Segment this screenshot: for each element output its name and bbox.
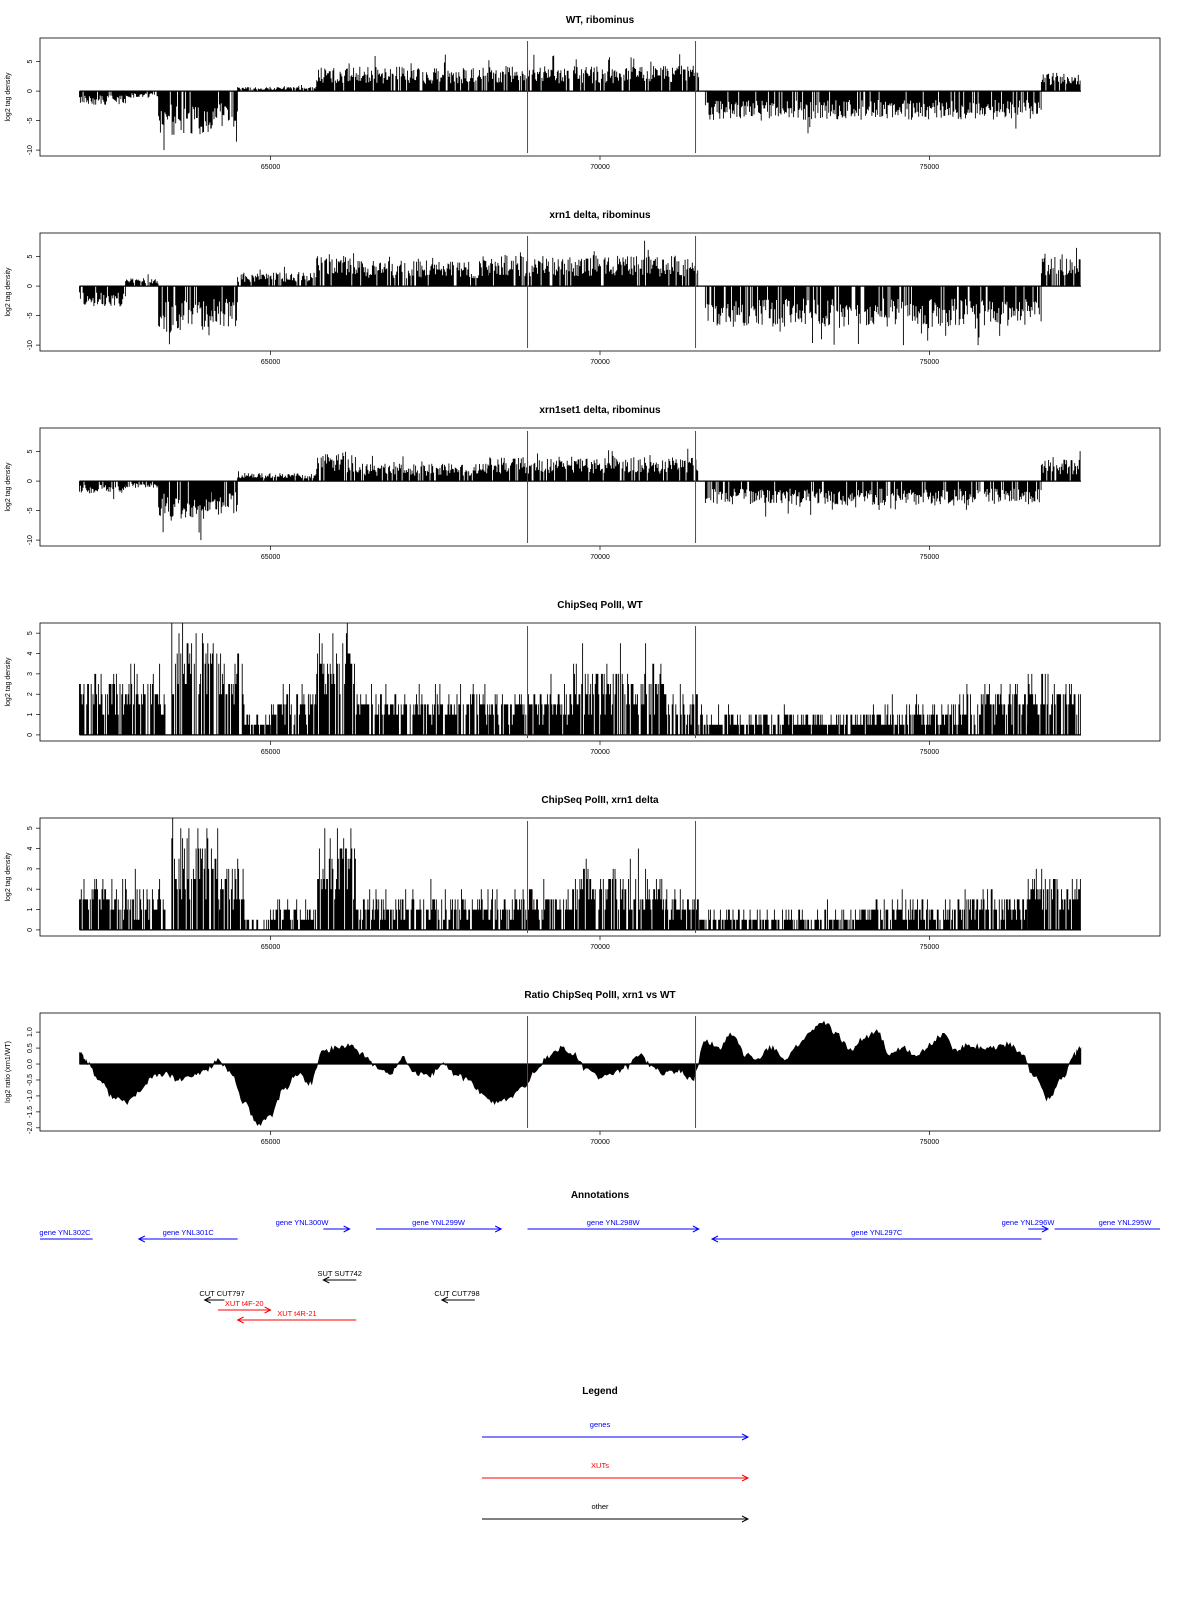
legend-item-other: [482, 1502, 748, 1522]
y-tick-label: 3: [27, 866, 34, 871]
y-axis-label: log2 tag density: [5, 657, 12, 707]
x-tick-label: 75000: [919, 359, 940, 366]
x-tick-label: 70000: [590, 164, 610, 171]
feature-gene: [139, 1228, 238, 1242]
feature-gene: [1002, 1218, 1056, 1232]
legend-item-gene: [482, 1420, 748, 1440]
x-tick-label: 65000: [260, 554, 281, 561]
x-tick-label: 75000: [919, 164, 940, 171]
y-tick-label: 5: [27, 826, 34, 831]
x-tick-label: 65000: [260, 359, 281, 366]
y-tick-label: -10: [27, 535, 34, 546]
y-tick-label: 0: [27, 927, 34, 932]
feature-label: gene YNL297C: [851, 1228, 903, 1237]
y-tick-label: 3: [27, 671, 34, 676]
chart-panel-2: [5, 210, 1160, 366]
chart-panel-6: [5, 990, 1160, 1146]
y-axis-label: log2 tag density: [5, 72, 12, 122]
y-tick-label: -5: [27, 312, 34, 319]
y-tick-label: 5: [27, 254, 34, 259]
y-tick-label: 1.0: [27, 1027, 34, 1038]
ratio-area: [80, 1021, 1081, 1125]
y-axis-label: log2 tag density: [5, 852, 12, 902]
feature-gene: [39, 1228, 92, 1239]
y-tick-label: 0: [27, 89, 34, 94]
feature-label: gene YNL301C: [162, 1228, 214, 1237]
x-tick-label: 75000: [919, 554, 940, 561]
y-tick-label: 5: [27, 59, 34, 64]
chart-panel-4: [5, 600, 1160, 756]
feature-gene: [712, 1228, 1041, 1242]
x-tick-label: 65000: [260, 164, 281, 171]
y-tick-label: 5: [27, 449, 34, 454]
feature-other: [318, 1269, 362, 1283]
x-tick-label: 75000: [919, 749, 940, 756]
y-tick-label: 1: [27, 907, 34, 912]
signal-bars: [80, 54, 1081, 150]
x-tick-label: 65000: [260, 944, 281, 951]
y-tick-label: 0: [27, 479, 34, 484]
feature-label: CUT CUT797: [199, 1289, 245, 1298]
feature-gene: [528, 1218, 699, 1232]
chart-panel-5: [5, 795, 1160, 951]
feature-xut: [238, 1309, 357, 1323]
signal-bars: [80, 241, 1081, 345]
feature-other: [434, 1289, 479, 1303]
feature-label: CUT CUT798: [434, 1289, 480, 1298]
y-tick-label: 2: [27, 692, 34, 697]
feature-label: gene YNL298W: [586, 1218, 640, 1227]
feature-label: SUT SUT742: [317, 1269, 362, 1278]
chart-title: xrn1 delta, ribominus: [549, 210, 651, 221]
y-axis-label: log2 tag density: [5, 462, 12, 512]
y-tick-label: 1: [27, 712, 34, 717]
chart-title: xrn1set1 delta, ribominus: [539, 405, 661, 416]
feature-label: gene YNL295W: [1098, 1218, 1152, 1227]
y-tick-label: -0.5: [27, 1073, 34, 1087]
feature-label: gene YNL299W: [412, 1218, 466, 1227]
legend-label: genes: [589, 1420, 611, 1429]
chart-title: WT, ribominus: [565, 15, 635, 26]
x-tick-label: 70000: [590, 944, 610, 951]
feature-label: gene YNL302C: [39, 1228, 91, 1237]
chart-title: Ratio ChipSeq PolII, xrn1 vs WT: [524, 990, 676, 1001]
feature-label: XUT t4F-20: [224, 1299, 264, 1308]
feature-label: gene YNL300W: [275, 1218, 329, 1227]
chart-panel-3: [5, 405, 1160, 561]
y-axis-label: log2 ratio (xrn1/WT): [5, 1041, 12, 1103]
x-tick-label: 75000: [919, 944, 940, 951]
chart-title: ChipSeq PolII, xrn1 delta: [541, 795, 659, 806]
feature-gene: [376, 1218, 501, 1232]
feature-xut: [218, 1299, 271, 1313]
y-tick-label: -10: [27, 340, 34, 351]
x-tick-label: 70000: [590, 554, 610, 561]
y-tick-label: -2.0: [27, 1121, 34, 1134]
y-tick-label: -10: [27, 145, 34, 156]
annotations-panel: [39, 1190, 1160, 1323]
feature-label: gene YNL296W: [1001, 1218, 1055, 1227]
signal-bars: [80, 818, 1081, 930]
x-tick-label: 65000: [260, 749, 281, 756]
y-tick-label: 4: [27, 651, 34, 656]
y-axis-label: log2 tag density: [5, 267, 12, 317]
y-tick-label: -1.0: [27, 1089, 34, 1102]
x-tick-label: 70000: [590, 359, 610, 366]
y-tick-label: 0.0: [27, 1059, 34, 1069]
y-tick-label: -1.5: [27, 1105, 34, 1118]
legend: [482, 1386, 748, 1522]
signal-bars: [80, 449, 1081, 540]
chart-title: ChipSeq PolII, WT: [557, 600, 643, 611]
x-tick-label: 70000: [590, 1139, 610, 1146]
legend-item-xut: [482, 1461, 748, 1481]
feature-gene: [1055, 1218, 1160, 1229]
legend-label: other: [591, 1502, 609, 1511]
x-tick-label: 75000: [919, 1139, 940, 1146]
legend-title: Legend: [582, 1386, 618, 1397]
y-tick-label: -5: [27, 117, 34, 124]
x-tick-label: 70000: [590, 749, 610, 756]
y-tick-label: -5: [27, 507, 34, 514]
feature-label: XUT t4R-21: [277, 1309, 317, 1318]
feature-gene: [276, 1218, 350, 1232]
y-tick-label: 0: [27, 284, 34, 289]
y-tick-label: 5: [27, 631, 34, 636]
x-tick-label: 65000: [260, 1139, 281, 1146]
y-tick-label: 0: [27, 732, 34, 737]
y-tick-label: 0.5: [27, 1043, 34, 1053]
annotations-title: Annotations: [570, 1190, 630, 1201]
y-tick-label: 2: [27, 887, 34, 892]
y-tick-label: 4: [27, 846, 34, 851]
legend-label: XUTs: [591, 1461, 609, 1470]
chart-panel-1: [5, 15, 1160, 171]
signal-bars: [80, 623, 1081, 735]
